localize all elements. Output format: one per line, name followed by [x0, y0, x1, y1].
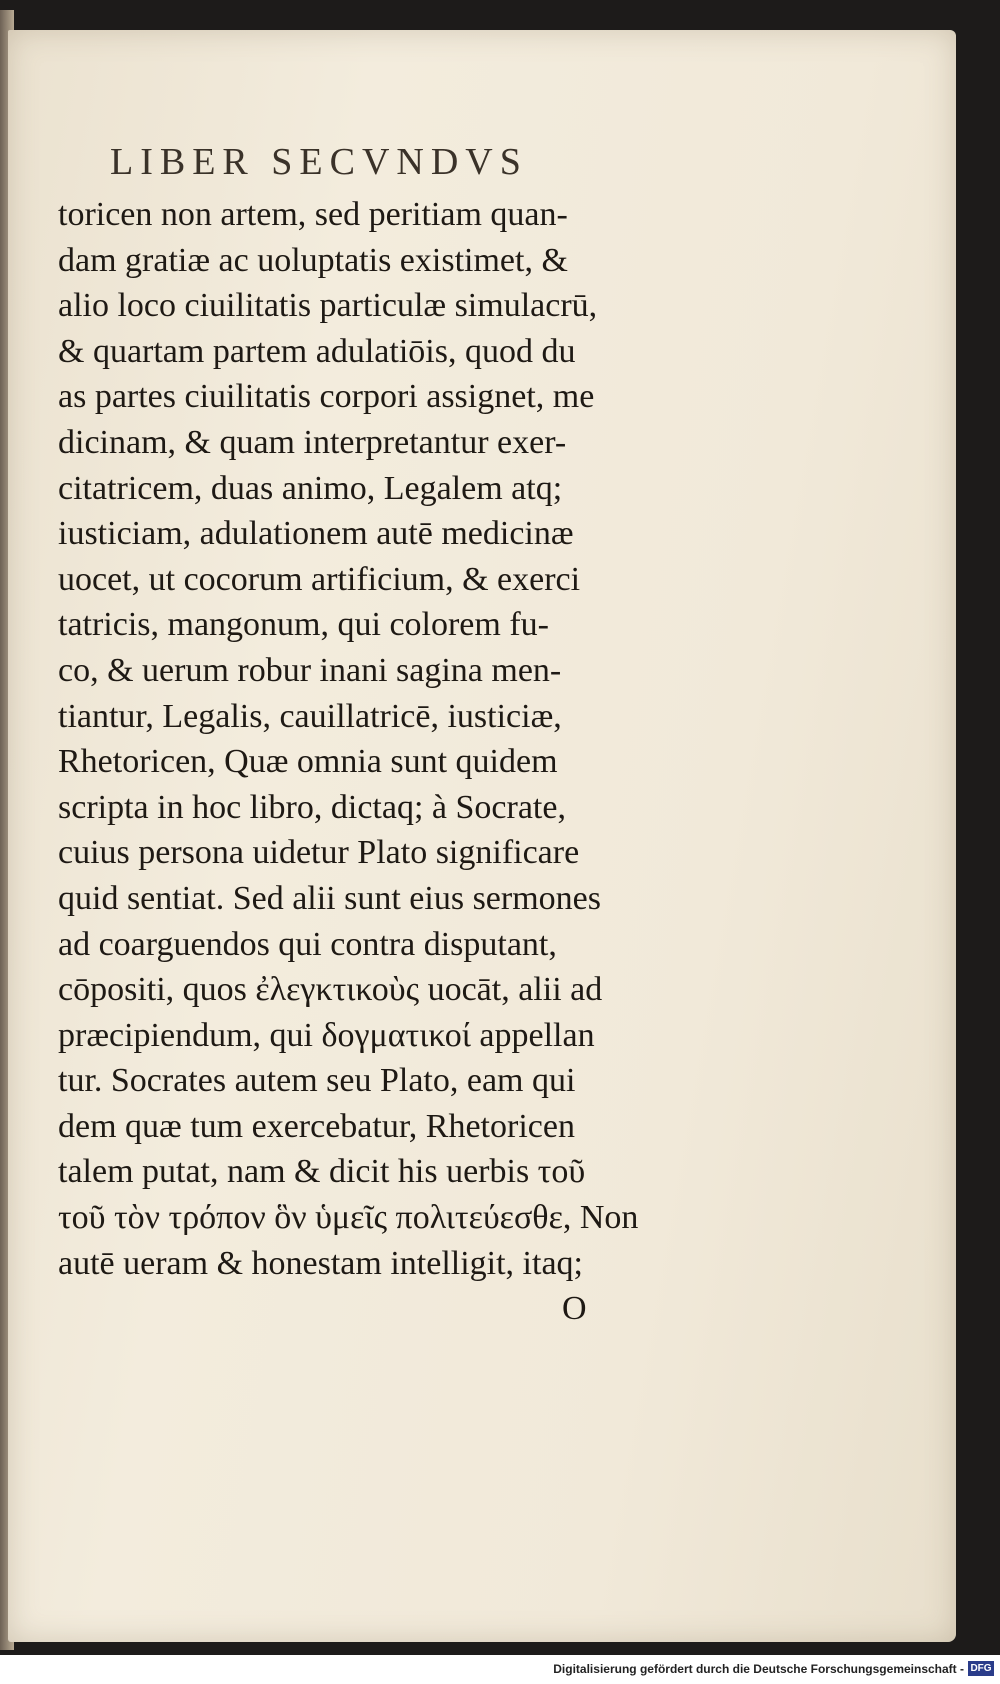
text-line: cōpositi, quos ἐλεγκτικοὺς uocāt, alii ad: [58, 971, 603, 1009]
footer-credit: Digitalisierung gefördert durch die Deutsche Forschungsgemeinschaft -: [553, 1662, 964, 1676]
text-line: uocet, ut cocorum artificium, & exerci: [58, 560, 581, 598]
text-line: alio loco ciuilitatis particulæ simulacrū,: [58, 287, 598, 325]
text-line: co, & uerum robur inani sagina men-: [58, 651, 562, 689]
text-line: scripta in hoc libro, dictaq; à Socrate,: [58, 788, 566, 826]
text-line: tur. Socrates autem seu Plato, eam qui: [58, 1062, 576, 1100]
text-line: iusticiam, adulationem autē medicinæ: [58, 515, 574, 553]
body-text: [58, 192, 698, 1286]
text-line: Rhetoricen, Quæ omnia sunt quidem: [58, 743, 558, 781]
text-line: talem putat, nam & dicit his uerbis τοῦ: [58, 1153, 586, 1191]
signature-mark: O: [562, 1290, 587, 1327]
text-line: dam gratiæ ac uoluptatis existimet, &: [58, 241, 568, 279]
footer-bar: [0, 1655, 1000, 1684]
text-line: τοῦ τὸν τρόπον ὃν ὑμεῖς πολιτεύεσθε, Non: [58, 1199, 639, 1237]
text-line: citatricem, duas animo, Legalem atq;: [58, 469, 563, 507]
running-head: LIBER SECVNDVS: [110, 141, 528, 183]
text-line: toricen non artem, sed peritiam quan-: [58, 196, 568, 233]
text-line: cuius persona uidetur Plato significare: [58, 834, 580, 872]
text-line: ad coarguendos qui contra disputant,: [58, 925, 557, 963]
text-line: as partes ciuilitatis corpori assignet, me: [58, 378, 595, 416]
text-line: præcipiendum, qui δογματικοί appellan: [58, 1016, 595, 1054]
text-line: tatricis, mangonum, qui colorem fu-: [58, 606, 549, 644]
dfg-logo-icon: DFG: [968, 1661, 994, 1676]
text-line: quid sentiat. Sed alii sunt eius sermones: [58, 879, 601, 917]
text-line: tiantur, Legalis, cauillatricē, iusticiæ,: [58, 697, 562, 735]
text-line: dem quæ tum exercebatur, Rhetoricen: [58, 1107, 575, 1145]
text-line: & quartam partem adulatiōis, quod du: [58, 332, 576, 370]
text-line: dicinam, & quam interpretantur exer-: [58, 423, 567, 461]
text-line: autē ueram & honestam intelligit, itaq;: [58, 1244, 583, 1282]
